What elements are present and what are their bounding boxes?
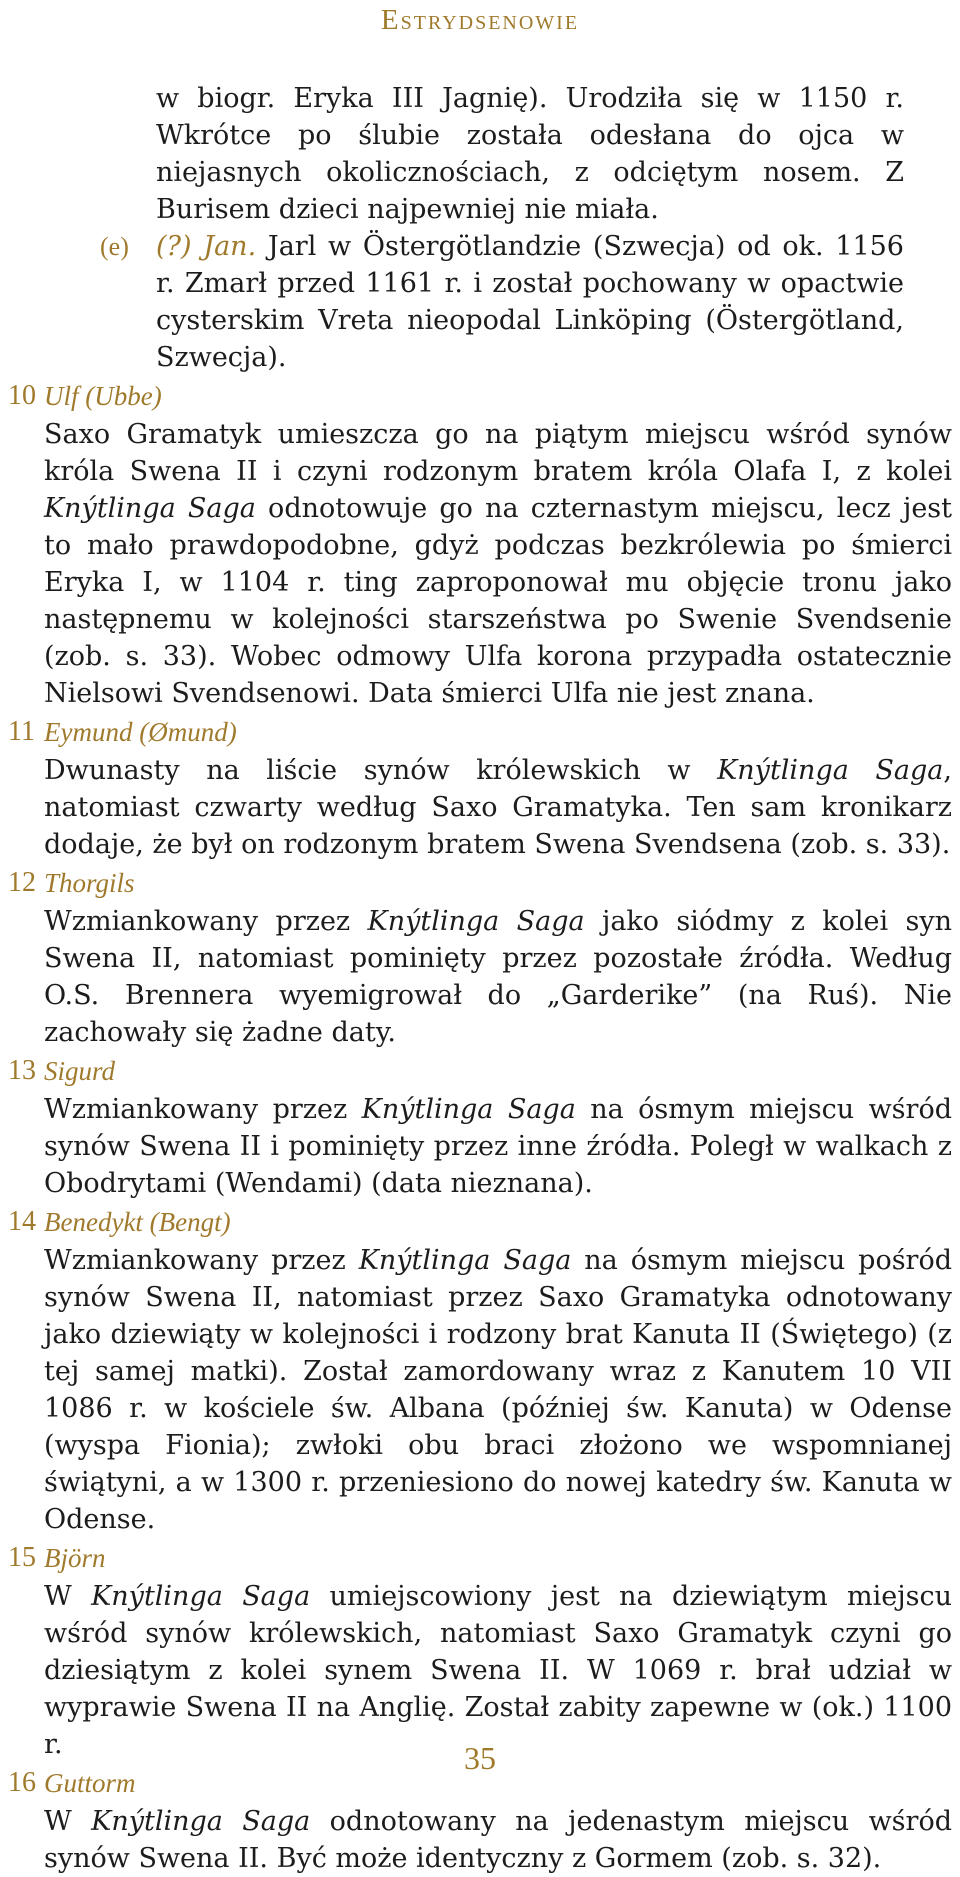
subentry-label: (e): [100, 232, 129, 261]
entry-name: Thorgils: [44, 868, 135, 898]
entry-name: Ulf (Ubbe): [44, 381, 162, 411]
text-segment: W: [44, 1806, 92, 1837]
entry-name: Björn: [44, 1543, 106, 1573]
text-segment: , natomiast czwarty według Saxo Gramatyka. Ten sam kronikarz dodaje, że był on rodzonym bratem Swena Svendsena (zob. s. 33).: [44, 755, 952, 860]
title-italic: Knýtlinga Saga: [367, 906, 585, 937]
entry-name: Benedykt (Bengt): [44, 1207, 231, 1237]
entry-text: [44, 1242, 952, 1538]
entry-text: [44, 903, 952, 1051]
subentry: [0, 228, 904, 376]
subentry-name: (?) Jan.: [156, 231, 257, 262]
entry: [0, 376, 952, 712]
entry: [0, 1202, 952, 1538]
subentry-text: [156, 80, 904, 228]
page-number: 35: [464, 1740, 496, 1776]
entry-name: Eymund (Ømund): [44, 717, 237, 747]
subentry-text: [156, 228, 904, 376]
running-header: Estrydsenowie: [380, 4, 580, 36]
entry: [0, 712, 952, 863]
text-segment: Dwunasty na liście synów królewskich w: [44, 755, 718, 786]
entry-number: 16: [8, 1767, 36, 1798]
entry-name: Guttorm: [44, 1768, 136, 1798]
title-italic: Knýtlinga Saga: [91, 1581, 311, 1612]
text-segment: umiejscowiony jest na dziewiątym miejscu wśród synów królewskich, natomiast Saxo Gramatyk czyni go dziesiątym z kolei synem Swena II. W 1069 r. brał udział w wyprawie Swena II na Anglię. Został zabity zapewne w (ok.) 1100 r.: [44, 1581, 953, 1760]
title-italic: Knýtlinga Saga: [361, 1094, 576, 1125]
text-segment: Wzmiankowany przez: [44, 1094, 362, 1125]
title-italic: Knýtlinga Saga: [717, 755, 944, 786]
subentries: [0, 80, 960, 376]
title-italic: Knýtlinga Saga: [358, 1245, 572, 1276]
text-segment: W: [44, 1581, 92, 1612]
title-italic: Knýtlinga Saga: [91, 1806, 311, 1837]
text-segment: na ósmym miejscu wśród synów Swena II i pominięty przez inne źródła. Poległ w walkach z Obodrytami (Wendami) (data nieznana).: [44, 1094, 952, 1199]
text-segment: na ósmym miejscu pośród synów Swena II, natomiast przez Saxo Gramatyka odnotowany jako dziewiąty w kolejności i rodzony brat Kanuta II (Świętego) (z tej samej matki). Został zamordowany wraz z Kanutem 10 VII 1086 r. w kościele św. Albana (później św. Kanuta) w Odense (wyspa Fionia); zwłoki obu braci złożono we wspomnianej świątyni, a w 1300 r. przeniesiono do nowej katedry św. Kanuta w Odense.: [44, 1245, 953, 1535]
page-body: [0, 80, 960, 1877]
entry-number: 15: [8, 1542, 36, 1573]
entry-number: 14: [8, 1206, 36, 1237]
entry-text: [44, 1578, 952, 1763]
entry-text: [44, 1091, 952, 1202]
text-segment: jako siódmy z kolei syn Swena II, natomiast pominięty przez pozostałe źródła. Według O.S. Brennera wyemigrował do „Garderike” (na Ruś). Nie zachowały się żadne daty.: [44, 906, 953, 1048]
subentry-body: w biogr. Eryka III Jagnię). Urodziła się w 1150 r. Wkrótce po ślubie została odesłana do ojca w niejasnych okolicznościach, z odciętym nosem. Z Burisem dzieci najpewniej nie miała.: [156, 83, 904, 225]
text-segment: Wzmiankowany przez: [44, 1245, 359, 1276]
entries-list: [0, 376, 960, 1877]
entry-number: 11: [8, 716, 35, 747]
text-segment: odnotowuje go na czternastym miejscu, lecz jest to mało prawdopodobne, gdyż podczas bezkrólewia po śmierci Eryka I, w 1104 r. ting zaproponował mu objęcie tronu jako następnemu w kolejności starszeństwa po Swenie Svendsenie (zob. s. 33). Wobec odmowy Ulfa korona przypadła ostatecznie Nielsowi Svendsenowi. Data śmierci Ulfa nie jest znana.: [44, 493, 952, 709]
subentry-body: Jarl w Östergötlandzie (Szwecja) od ok. 1156 r. Zmarł przed 1161 r. i został pochowany w opactwie cysterskim Vreta nieopodal Linköping (Östergötland, Szwecja).: [156, 231, 904, 373]
entry-number: 12: [8, 867, 36, 898]
entry-number: 10: [8, 380, 36, 411]
entry-number: 13: [8, 1055, 36, 1086]
subentry: [0, 80, 904, 228]
title-italic: Knýtlinga Saga: [44, 493, 256, 524]
entry: [0, 1763, 952, 1877]
text-segment: Wzmiankowany przez: [44, 906, 368, 937]
entry: [0, 1051, 952, 1202]
entry-text: [44, 1803, 952, 1877]
entry-text: [44, 416, 952, 712]
entry-name: Sigurd: [44, 1056, 116, 1086]
text-segment: Saxo Gramatyk umieszcza go na piątym miejscu wśród synów króla Swena II i czyni rodzonym bratem króla Olafa I, z kolei: [44, 419, 952, 487]
text-segment: odnotowany na jedenastym miejscu wśród synów Swena II. Być może identyczny z Gormem (zob. s. 32).: [44, 1806, 952, 1874]
entry: [0, 863, 952, 1051]
entry: [0, 1538, 952, 1763]
entry-text: [44, 752, 952, 863]
